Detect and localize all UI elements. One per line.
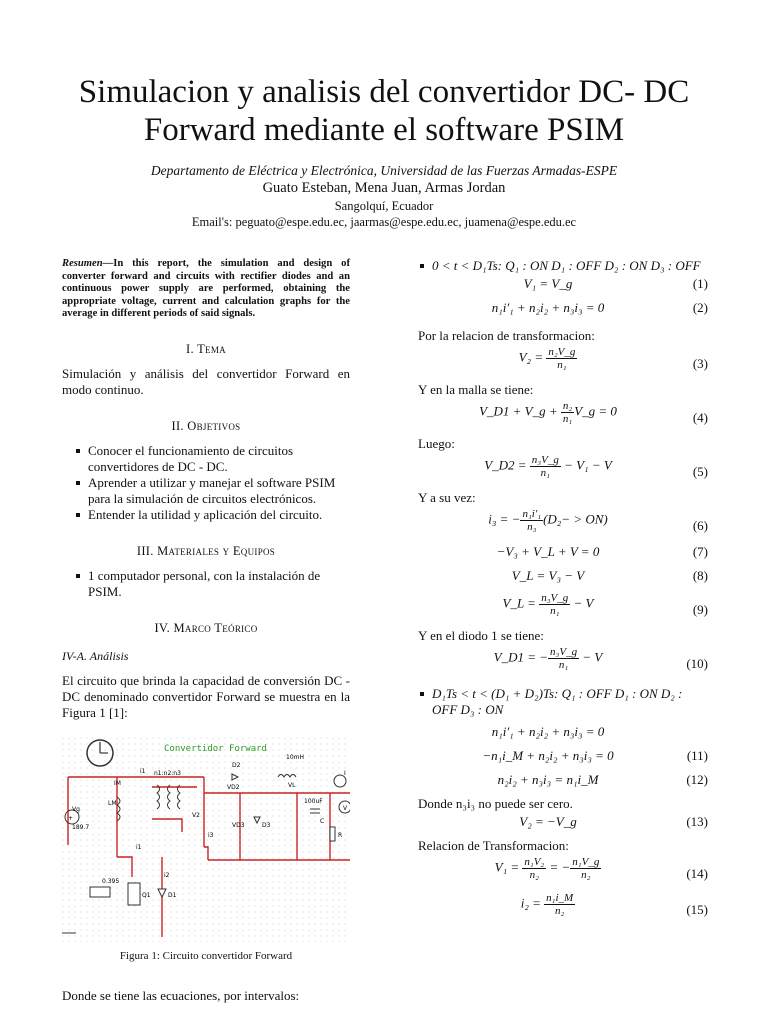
equation-14: V₁ = $\frac{\text{n₁V₂}}{\text{n₂}}$ = − $\frac{\text{n₁V\_g}}{\text{n₂}}$ (14) xyxy=(494,856,708,881)
authors: Guato Esteban, Mena Juan, Armas Jordan xyxy=(262,180,506,196)
equation-9: V_L = $\frac{\text{n₃V\_g}}{\text{n₁}}$ − V (9) xyxy=(502,592,708,617)
figure-title: Convertidor Forward xyxy=(164,743,267,754)
text-malla: Y en la malla se tiene: xyxy=(418,382,534,397)
abstract xyxy=(62,258,350,321)
equation-10: V_D1 = − $\frac{\text{n₃V\_g}}{\text{n₁}}$ − V (10) xyxy=(493,646,708,671)
equation-2: n₁i′₁ + n₂i₂ + n₃i₃ = 0 (2) xyxy=(491,300,708,315)
section-tema: I. Tema xyxy=(186,341,226,356)
analisis-text: El circuito que brinda la capacidad de conversión DC - DC denominado convertidor Forward se muestra en la Figura 1 [1]: xyxy=(62,672,350,720)
svg-text:V: V xyxy=(343,804,348,812)
svg-text:Vg: Vg xyxy=(72,805,80,813)
text-transformacion: Por la relacion de transformacion: xyxy=(418,328,595,343)
equation-15: i₂ = $\frac{\text{n₁i\_M}}{\text{n₂}}$ (15) xyxy=(520,892,708,917)
svg-text:i3: i3 xyxy=(208,831,214,839)
paper-title xyxy=(60,73,708,149)
svg-text:VD3: VD3 xyxy=(232,821,245,829)
list-item: Aprender a utilizar y manejar el software PSIM para la simulación de circuitos electrónicos. xyxy=(78,475,350,507)
case-2: D₁Ts < t < (D₁ + D₂)Ts: Q₁ : OFF D₁ : ON D₂ : OFF D₃ : ON xyxy=(418,686,708,718)
svg-text:I: I xyxy=(344,769,346,777)
figure-caption: Figura 1: Circuito convertidor Forward xyxy=(119,949,293,962)
materiales-list xyxy=(62,568,350,600)
circuit-figure xyxy=(62,737,350,942)
svg-text:IM: IM xyxy=(114,779,121,787)
subsection-analisis: IV-A. Análisis xyxy=(62,648,129,663)
svg-text:D2: D2 xyxy=(232,761,241,769)
text-luego: Luego: xyxy=(418,436,455,451)
affiliation: Departamento de Eléctrica y Electrónica, Universidad de las Fuerzas Armadas-ESPE xyxy=(150,163,618,178)
svg-text:D1: D1 xyxy=(168,891,177,899)
emails: Email's: peguato@espe.edu.ec, jaarmas@espe.edu.ec, juamena@espe.edu.ec xyxy=(191,215,577,229)
equation-13: V₂ = −V_g (13) xyxy=(519,814,708,829)
list-item: Entender la utilidad y aplicación del circuito. xyxy=(78,507,350,523)
svg-text:0.395: 0.395 xyxy=(102,877,120,885)
equation-4: V_D1 + V_g + $\frac{\text{n₂}}{\text{n₁}}$ V_g = 0 (4) xyxy=(479,400,708,425)
text-donde: Donde n₃i₃ no puede ser cero. xyxy=(418,796,573,811)
svg-text:i2: i2 xyxy=(164,871,170,879)
svg-text:i1: i1 xyxy=(140,767,146,775)
svg-text:C: C xyxy=(320,817,325,825)
equation-1: V₁ = V_g (1) xyxy=(523,276,708,291)
equation-7: −V₃ + V_L + V = 0 (7) xyxy=(496,544,708,559)
text-a-su-vez: Y a su vez: xyxy=(418,490,476,505)
svg-text:10mH: 10mH xyxy=(286,753,304,761)
svg-text:LM: LM xyxy=(108,799,117,807)
objetivos-list xyxy=(62,443,350,523)
equation-5: V_D2 = $\frac{\text{n₃V\_g}}{\text{n₁}}$ − V₁ − V (5) xyxy=(484,454,708,479)
tema-text: Simulación y análisis del convertidor Forward en modo continuo. xyxy=(62,365,350,397)
equation-3: V₂ = $\frac{\text{n₂V\_g}}{\text{n₁}}$ (3) xyxy=(518,346,708,371)
case-1: 0 < t < D₁Ts: Q₁ : ON D₁ : OFF D₂ : ON D₃ : OFF xyxy=(418,258,708,274)
equation-8: V_L = V₃ − V (8) xyxy=(511,568,708,583)
svg-text:i1: i1 xyxy=(136,843,142,851)
list-item: 1 computador personal, con la instalación de PSIM. xyxy=(78,568,350,600)
svg-text:VD2: VD2 xyxy=(227,783,240,791)
equation-12: n₂i₂ + n₃i₃ = n₁i_M (12) xyxy=(497,772,708,787)
svg-text:D3: D3 xyxy=(262,821,271,829)
svg-text:VL: VL xyxy=(288,781,296,789)
svg-text:V2: V2 xyxy=(192,811,200,819)
equation-6: i₃ = − $\frac{\text{n₁i′₁}}{\text{n₃}}$ (D₂− > ON) (6) xyxy=(488,508,708,533)
svg-text:Q1: Q1 xyxy=(142,891,151,899)
circuit-diagram xyxy=(62,737,350,942)
section-materiales: III. Materiales y Equipos xyxy=(136,543,276,558)
equation-11a: n₁i′₁ + n₂i₂ + n₃i₃ = 0 xyxy=(491,724,605,739)
title-line-2: Forward mediante el software PSIM xyxy=(143,112,625,148)
title-line-1: Simulacion y analisis del convertidor DC- DC xyxy=(78,74,690,110)
text-relacion: Relacion de Transformacion: xyxy=(418,838,569,853)
abstract-text: —In this report, the simulation and design of converter forward and circuits with rectifier diodes and an continuous power supply are performed, obtaining the appropriate voltage, current and calculation graphs for the average in different periods of said signals. xyxy=(62,258,350,320)
left-column xyxy=(62,258,350,1004)
after-figure-text: Donde se tiene las ecuaciones, por intervalos: xyxy=(62,987,300,1003)
abstract-label: Resumen xyxy=(62,258,103,269)
svg-text:100uF: 100uF xyxy=(304,797,323,805)
location: Sangolquí, Ecuador xyxy=(334,199,434,213)
vg-label: + xyxy=(68,814,74,822)
text-diodo-1: Y en el diodo 1 se tiene: xyxy=(418,628,544,643)
section-objetivos: II. Objetivos xyxy=(171,418,241,433)
right-column xyxy=(418,258,708,928)
affiliation-block xyxy=(60,163,708,230)
svg-text:R: R xyxy=(338,831,343,839)
list-item: Conocer el funcionamiento de circuitos convertidores de DC - DC. xyxy=(78,443,350,475)
svg-text:189.7: 189.7 xyxy=(72,823,90,831)
section-marco-teorico: IV. Marco Teórico xyxy=(154,620,258,635)
equation-11: −n₁i_M + n₂i₂ + n₃i₃ = 0 (11) xyxy=(482,748,708,763)
svg-text:n1:n2:n3: n1:n2:n3 xyxy=(154,769,181,777)
